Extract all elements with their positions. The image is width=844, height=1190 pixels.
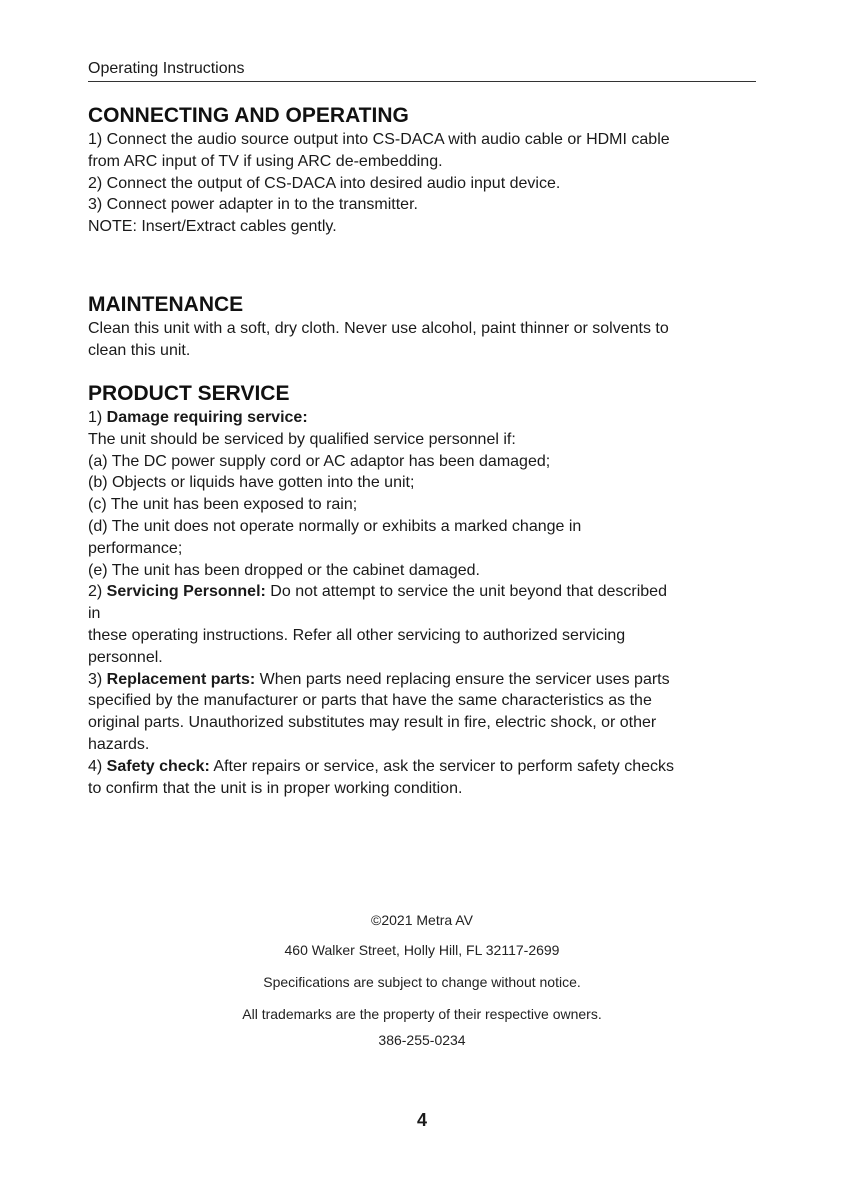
service-line: in [88,605,101,623]
service-item-3 [88,669,760,691]
service-line: (b) Objects or liquids have gotten into the unit; [88,474,415,492]
service-line: personnel. [88,648,163,666]
item-title: Replacement parts: [106,670,256,688]
item-title: Servicing Personnel: [106,583,266,601]
service-line: (c) The unit has been exposed to rain; [88,496,358,514]
service-item-1 [88,407,760,429]
maintenance-section [88,292,760,362]
service-line: to confirm that the unit is in proper working condition. [88,779,463,797]
service-line: specified by the manufacturer or parts that have the same characteristics as the [88,692,652,710]
connecting-note: NOTE: Insert/Extract cables gently. [88,218,337,236]
connecting-line: 3) Connect power adapter in to the transmitter. [88,196,418,214]
item-text: When parts need replacing ensure the servicer uses parts [255,670,670,688]
item-number: 3) [88,670,107,688]
footer-specs-note: Specifications are subject to change without notice. [263,974,581,990]
item-title: Safety check: [106,757,210,775]
service-line: hazards. [88,735,150,753]
item-number: 4) [88,757,107,775]
footer-trademarks: All trademarks are the property of their respective owners. [242,1006,602,1022]
connecting-line: from ARC input of TV if using ARC de-embedding. [88,152,443,170]
service-line: (e) The unit has been dropped or the cabinet damaged. [88,561,480,579]
item-text: Do not attempt to service the unit beyond that described [265,583,667,601]
running-header: Operating Instructions [88,58,756,82]
footer-address: 460 Walker Street, Holly Hill, FL 32117-2699 [284,942,560,958]
product-service-section [88,381,760,799]
service-item-4 [88,756,760,778]
maintenance-heading: MAINTENANCE [88,293,244,316]
page-number: 4 [416,1110,427,1130]
item-number: 1) [88,409,107,426]
service-line: these operating instructions. Refer all other servicing to authorized servicing [88,626,626,644]
product-service-heading: PRODUCT SERVICE [88,382,290,405]
connecting-line: 1) Connect the audio source output into CS-DACA with audio cable or HDMI cable [88,131,670,148]
service-line: (a) The DC power supply cord or AC adaptor has been damaged; [88,452,551,470]
item-number: 2) [88,583,107,601]
service-line: (d) The unit does not operate normally or exhibits a marked change in [88,517,582,535]
maintenance-line: clean this unit. [88,341,191,359]
service-line: The unit should be serviced by qualified service personnel if: [88,430,516,448]
maintenance-line: Clean this unit with a soft, dry cloth. Never use alcohol, paint thinner or solvents to [88,320,669,337]
service-line: original parts. Unauthorized substitutes may result in fire, electric shock, or other [88,714,657,732]
service-line: performance; [88,539,183,557]
connecting-section [88,103,760,238]
connecting-heading: CONNECTING AND OPERATING [88,104,409,127]
connecting-line: 2) Connect the output of CS-DACA into desired audio input device. [88,174,561,192]
footer-copyright: ©2021 Metra AV [371,912,473,928]
item-text: After repairs or service, ask the servicer to perform safety checks [209,757,675,775]
service-item-2 [88,581,760,603]
item-title: Damage requiring service: [106,409,308,426]
footer-phone: 386-255-0234 [378,1032,466,1048]
